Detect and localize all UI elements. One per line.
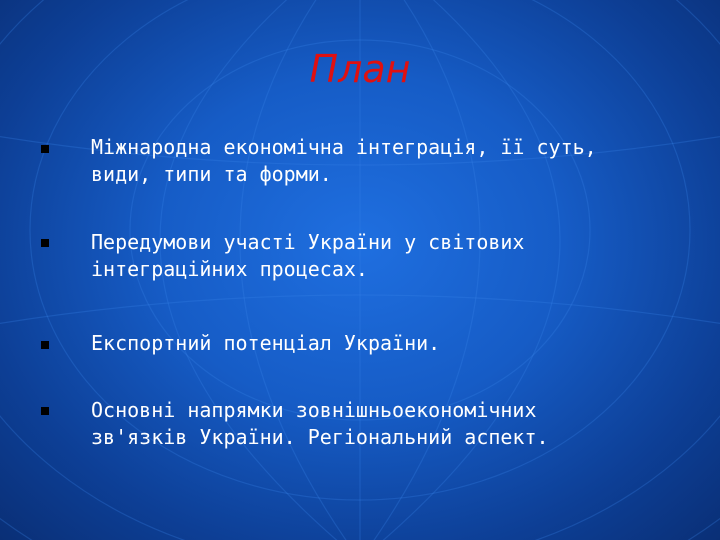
square-bullet-icon [41,341,49,349]
list-item-text: Міжнародна економічна інтеграція, її суть, види, типи та форми. [91,135,597,186]
list-item-text: Основні напрямки зовнішньоекономічних зв'язків України. Регіональний аспект. [91,398,549,449]
square-bullet-icon [41,145,49,153]
list-item-text: Передумови участі України у світових інтеграційних процесах. [91,230,525,281]
square-bullet-icon [41,239,49,247]
square-bullet-icon [41,407,49,415]
slide-title: План [309,47,411,91]
list-item-text: Експортний потенціал України. [91,331,441,355]
